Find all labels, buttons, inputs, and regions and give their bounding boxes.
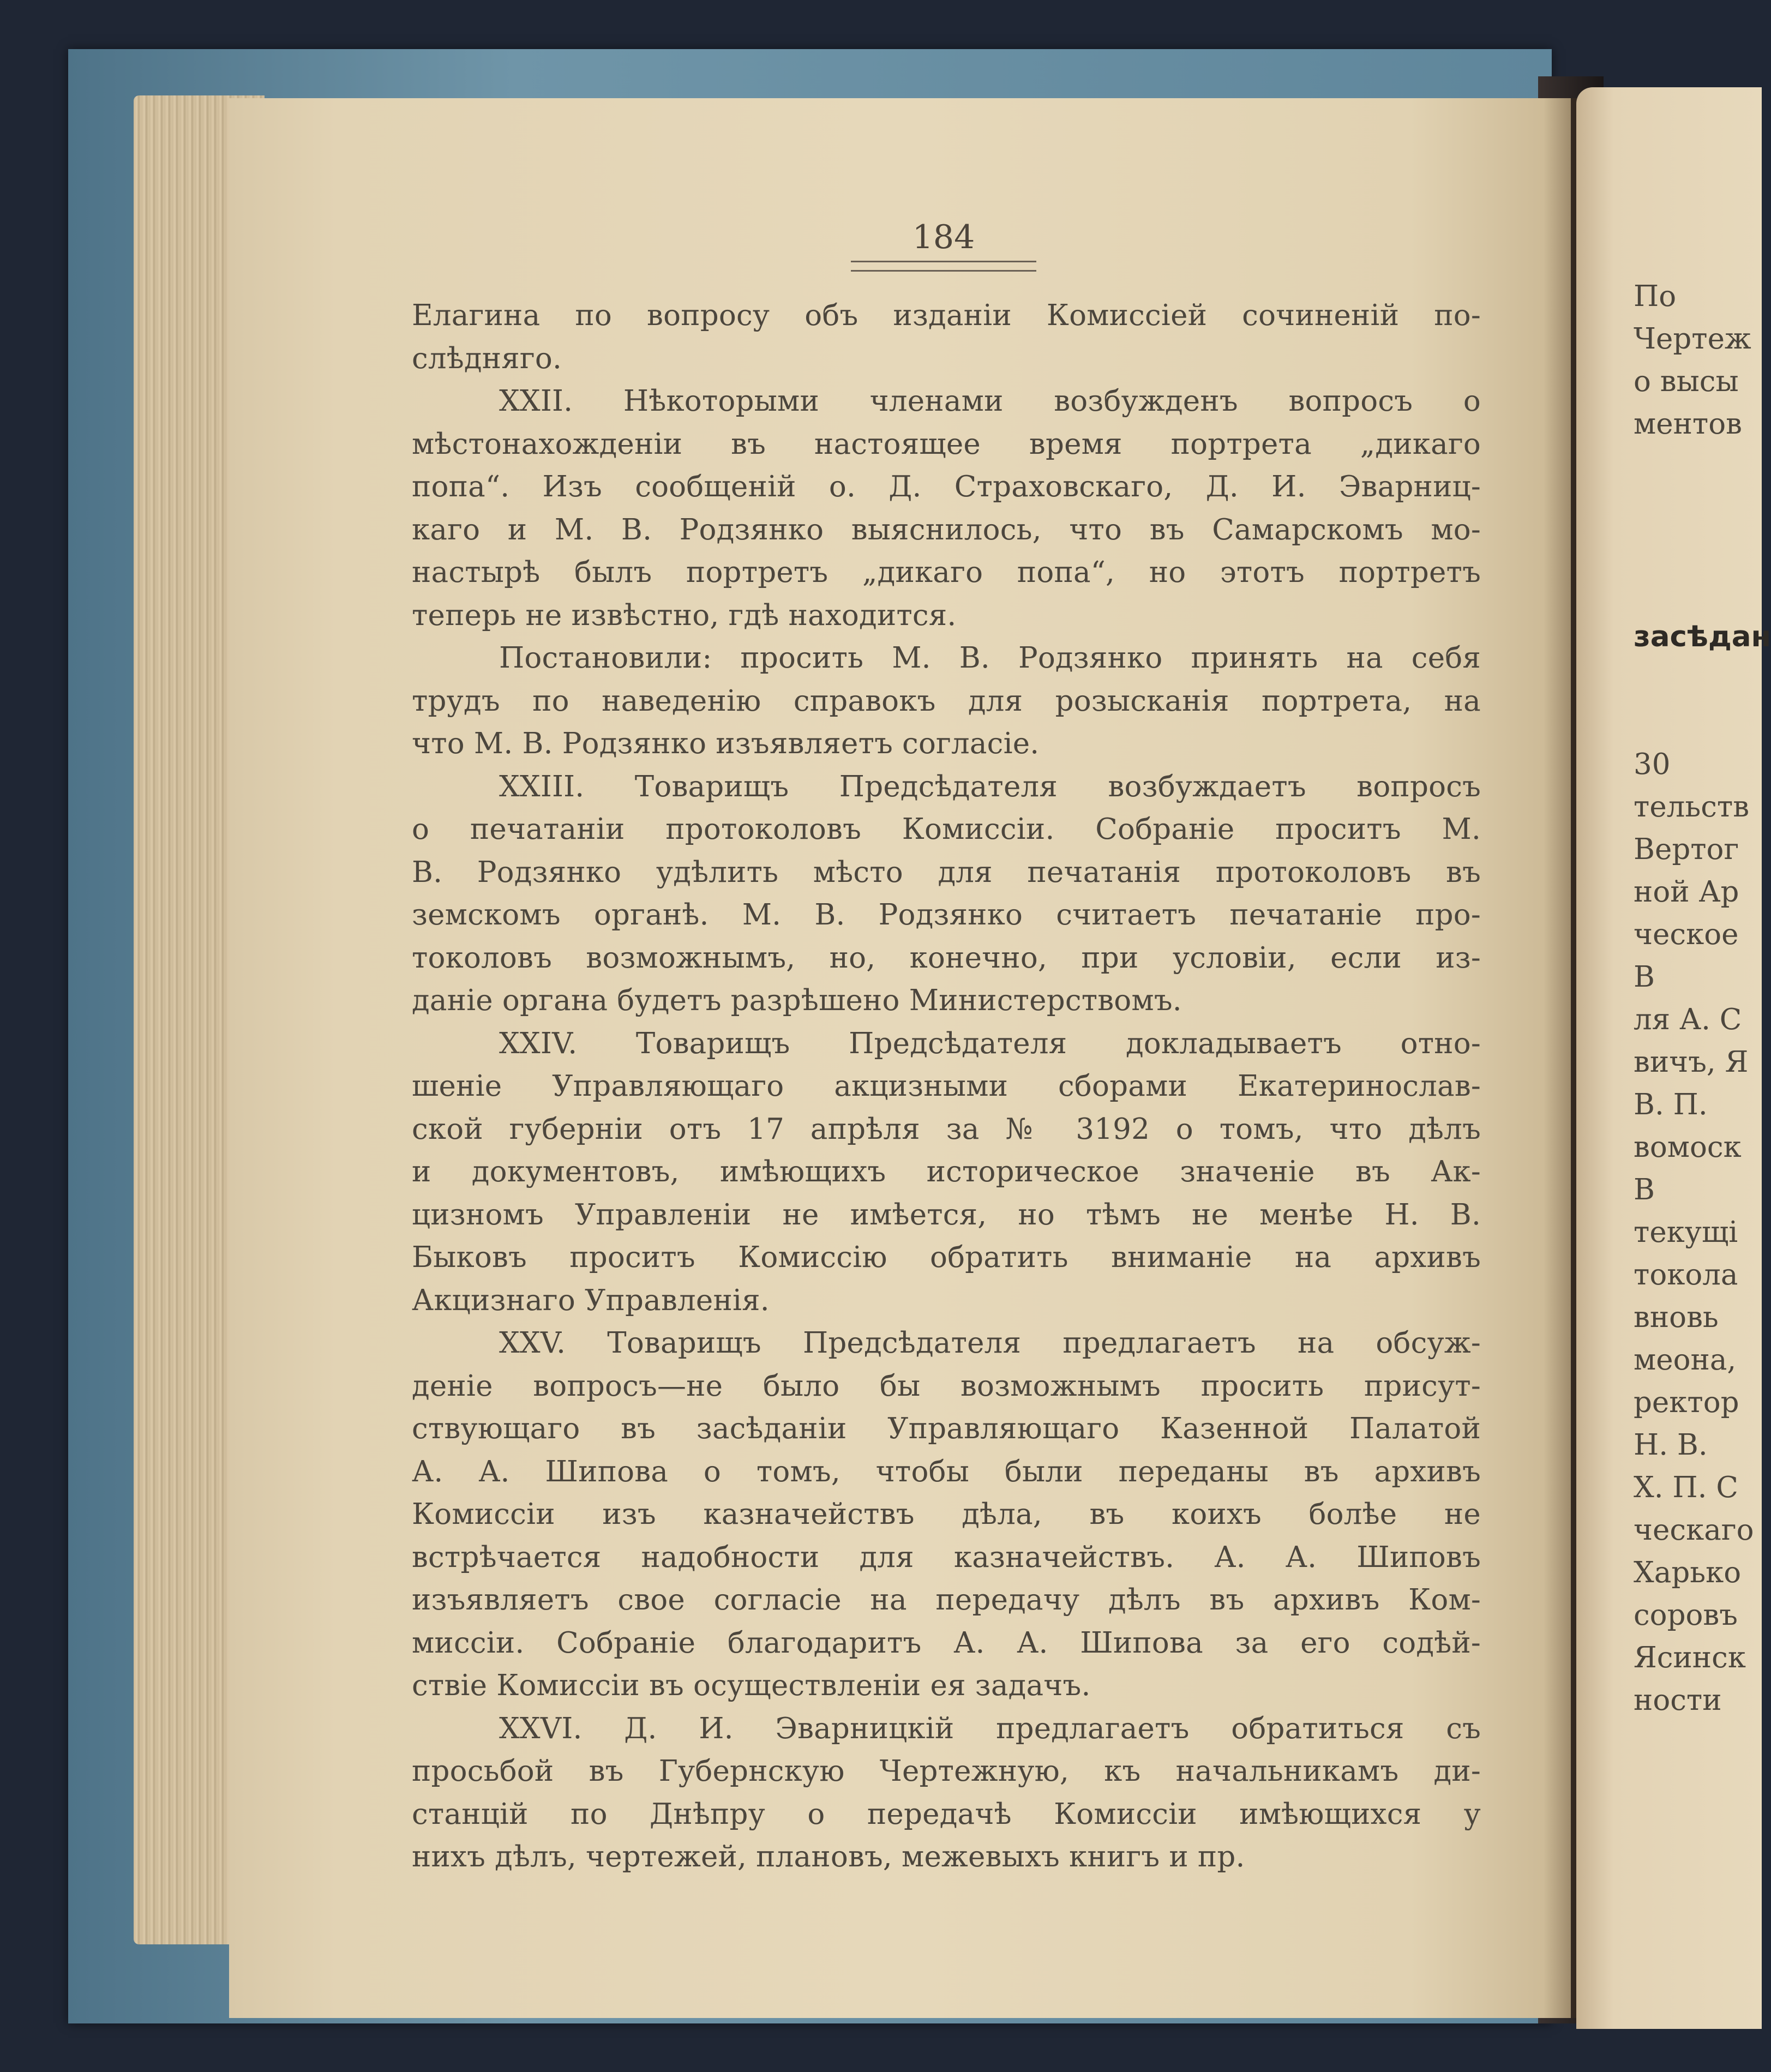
text-line: В. Родзянко удѣлить мѣсто для печатанія протоколовъ въ xyxy=(412,855,1481,889)
text-line xyxy=(1634,446,1756,488)
text-line: даніе органа будетъ разрѣшено Министерствомъ. xyxy=(412,984,1182,1017)
text-line: токола xyxy=(1634,1258,1738,1292)
text-line: Акцизнаго Управленія. xyxy=(412,1283,770,1317)
text-line: о высы xyxy=(1634,365,1739,398)
text-line: ля А. С xyxy=(1634,1003,1742,1036)
text-line: XXII. Нѣкоторыми членами возбужденъ вопросъ о xyxy=(499,385,1481,418)
text-line: ментов xyxy=(1634,407,1742,441)
text-line: меона, xyxy=(1634,1343,1737,1377)
text-line: Ясинск xyxy=(1634,1641,1746,1674)
text-line xyxy=(1634,658,1756,701)
text-line: ческое xyxy=(1634,918,1739,951)
text-line: вичъ, Я xyxy=(1634,1046,1749,1079)
text-line: ствующаго въ засѣданіи Управляющаго Казенной Палатой xyxy=(412,1412,1481,1445)
text-line: В. П. xyxy=(1634,1088,1708,1121)
section-heading: засѣдан xyxy=(1634,620,1771,653)
text-line: А. А. Шипова о томъ, чтобы были переданы въ архивъ xyxy=(412,1455,1481,1488)
text-line: цизномъ Управленіи не имѣется, но тѣмъ не менѣе Н. В. xyxy=(412,1198,1481,1232)
text-line: соровъ xyxy=(1634,1599,1738,1632)
text-line: Х. П. С xyxy=(1634,1471,1738,1504)
text-line: шеніе Управляющаго акцизными сборами Екатеринослав- xyxy=(412,1070,1481,1103)
text-line: Н. В. xyxy=(1634,1428,1708,1462)
text-line xyxy=(1634,531,1756,573)
text-line: вомоск xyxy=(1634,1131,1742,1164)
text-line: настырѣ былъ портретъ „дикаго попа“, но этотъ портретъ xyxy=(412,556,1481,589)
text-line: вновь xyxy=(1634,1301,1719,1334)
text-line: В xyxy=(1634,1173,1655,1206)
text-line: тельств xyxy=(1634,790,1750,824)
text-line: XXIII. Товарищъ Предсѣдателя возбуждаетъ вопросъ xyxy=(499,770,1481,803)
text-line: 30 xyxy=(1634,748,1671,781)
text-line: изъявляетъ свое согласіе на передачу дѣлъ въ архивъ Ком- xyxy=(412,1583,1481,1617)
text-line xyxy=(1634,701,1756,743)
text-line: Вертог xyxy=(1634,833,1739,866)
text-line: теперь не извѣстно, гдѣ находится. xyxy=(412,598,957,632)
text-line: По xyxy=(1634,280,1677,313)
page-number: 184 xyxy=(912,218,975,256)
text-line xyxy=(1634,573,1756,616)
text-line: Харько xyxy=(1634,1556,1742,1589)
text-line: трудъ по наведенію справокъ для розысканія портрета, на xyxy=(412,684,1481,718)
text-line: ческаго xyxy=(1634,1514,1754,1547)
text-line xyxy=(1634,488,1756,531)
text-line: мѣстонахожденіи въ настоящее время портрета „дикаго xyxy=(412,427,1481,461)
text-line: ской губерніи отъ 17 апрѣля за № 3192 о томъ, что дѣлъ xyxy=(412,1112,1481,1146)
text-line: ности xyxy=(1634,1684,1722,1717)
text-line: попа“. Изъ сообщеній о. Д. Страховскаго, Д. И. Эварниц- xyxy=(412,470,1481,503)
text-line: земскомъ органѣ. М. В. Родзянко считаетъ печатаніе про- xyxy=(412,898,1481,932)
text-line: деніе вопросъ—не было бы возможнымъ просить присут- xyxy=(412,1369,1481,1403)
text-line: Быковъ проситъ Комиссію обратить вниманіе на архивъ xyxy=(412,1241,1481,1274)
text-line: что М. В. Родзянко изъявляетъ согласіе. xyxy=(412,727,1040,760)
text-line: XXIV. Товарищъ Предсѣдателя докладываетъ отно- xyxy=(499,1026,1481,1060)
text-line: миссіи. Собраніе благодаритъ А. А. Шипова за его содѣй- xyxy=(412,1626,1481,1660)
text-line: Чертеж xyxy=(1634,322,1751,356)
text-line: станцій по Днѣпру о передачѣ Комиссіи имѣющихся у xyxy=(412,1797,1481,1831)
page-number-rule xyxy=(851,261,1036,272)
text-line: XXVI. Д. И. Эварницкій предлагаетъ обратиться съ xyxy=(499,1711,1481,1745)
text-line: встрѣчается надобности для казначействъ. А. А. Шиповъ xyxy=(412,1540,1481,1574)
text-line: текущі xyxy=(1634,1216,1738,1249)
left-page-text xyxy=(412,295,1481,1879)
text-line: ректор xyxy=(1634,1386,1739,1419)
text-line: токоловъ возможнымъ, но, конечно, при условіи, если из- xyxy=(412,941,1481,975)
text-line: XXV. Товарищъ Предсѣдателя предлагаетъ на обсуж- xyxy=(499,1326,1481,1360)
text-line: ной Ар xyxy=(1634,875,1739,909)
text-line: слѣдняго. xyxy=(412,341,562,375)
text-line: Елагина по вопросу объ изданіи Комиссіей сочиненій по- xyxy=(412,299,1481,332)
text-line: о печатаніи протоколовъ Комиссіи. Собраніе проситъ М. xyxy=(412,813,1481,846)
text-line: В xyxy=(1634,960,1655,994)
text-line: ствіе Комиссіи въ осуществленіи ея задачъ. xyxy=(412,1669,1091,1702)
text-line: Комиссіи изъ казначействъ дѣла, въ коихъ болѣе не xyxy=(412,1498,1481,1531)
text-line: нихъ дѣлъ, чертежей, плановъ, межевыхъ книгъ и пр. xyxy=(412,1840,1245,1873)
text-line: и документовъ, имѣющихъ историческое значеніе въ Ак- xyxy=(412,1155,1481,1188)
right-page-text xyxy=(1634,275,1771,1722)
text-line: Постановили: просить М. В. Родзянко принять на себя xyxy=(499,641,1481,675)
text-line: просьбой въ Губернскую Чертежную, къ начальникамъ ди- xyxy=(412,1755,1481,1788)
text-line: каго и М. В. Родзянко выяснилось, что въ Самарскомъ мо- xyxy=(412,513,1481,546)
